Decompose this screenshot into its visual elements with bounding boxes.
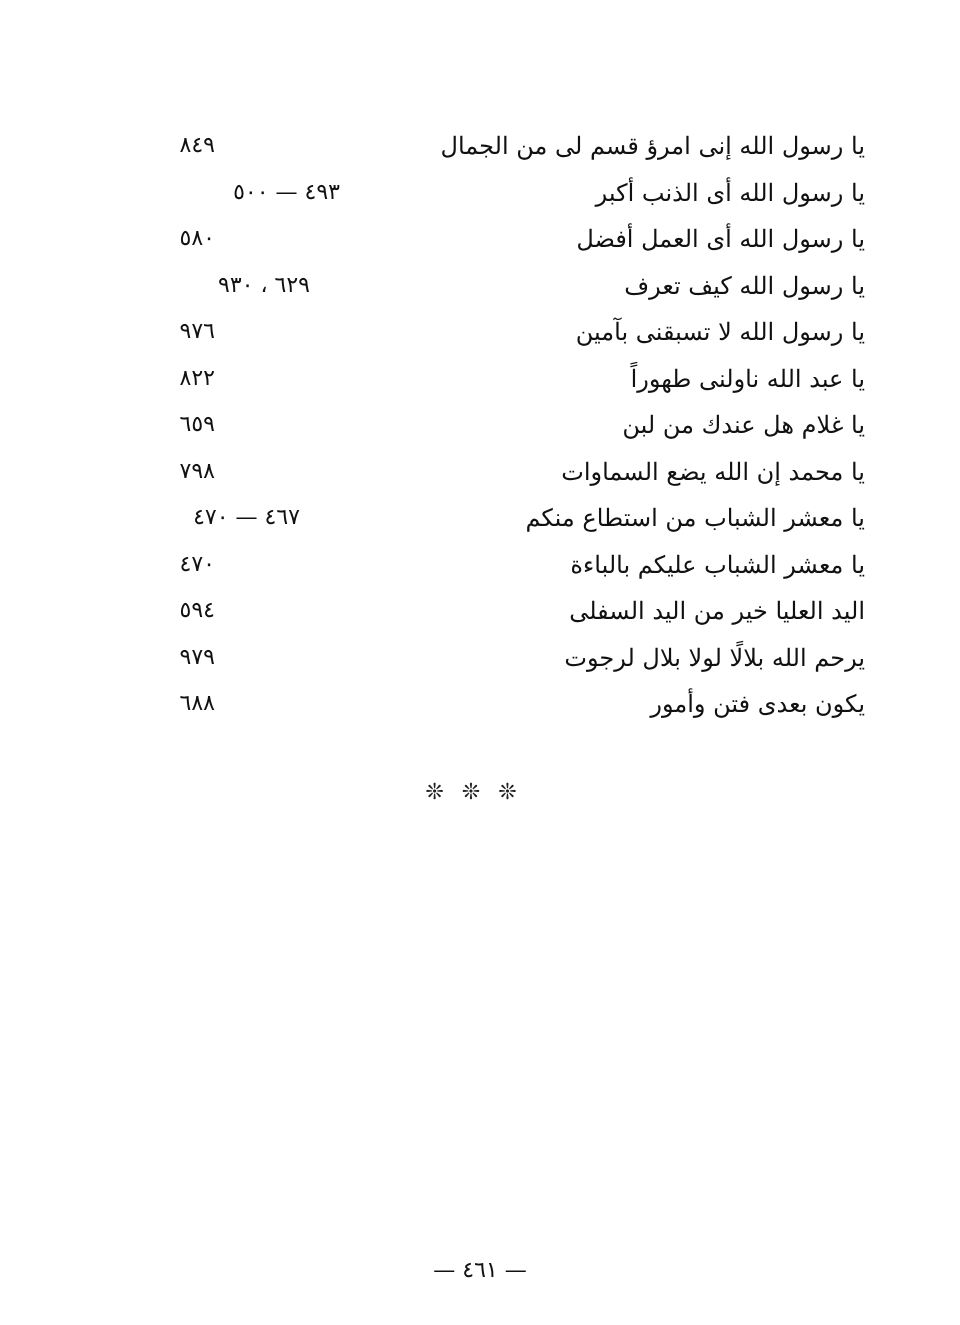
hadith-incipit: يا عبد الله ناولنى طهوراً (630, 364, 865, 393)
index-entry (150, 169, 865, 216)
hadith-incipit: يا معشر الشباب عليكم بالباءة (570, 550, 865, 579)
page-number: — ٤٦١ — (433, 1258, 527, 1283)
hadith-incipit: يا غلام هل عندك من لبن (622, 411, 865, 439)
hadith-incipit: يا معشر الشباب من استطاع منكم (525, 504, 865, 532)
hadith-incipit: يرحم الله بلالًا لولا بلال لرجوت (564, 643, 865, 672)
index-entry (150, 680, 865, 727)
hadith-incipit: يا رسول الله أى الذنب أكبر (595, 178, 865, 207)
page-references: ٤٩٣ — ٥٠٠ (233, 179, 340, 205)
index-entry (150, 634, 865, 681)
page-references: ٩٧٦ (179, 319, 215, 344)
index-entry (150, 541, 865, 588)
index-entry (150, 215, 865, 262)
hadith-incipit: يا رسول الله لا تسبقنى بآمين (575, 318, 865, 346)
index-entry (150, 262, 865, 309)
page-references: ٥٩٤ (179, 598, 215, 623)
page-references: ٤٧٠ (179, 551, 215, 577)
page-references: ٨٢٢ (179, 365, 215, 391)
hadith-index-list (150, 122, 865, 727)
hadith-incipit: يكون بعدى فتن وأمور (650, 690, 865, 718)
page-references: ٥٨٠ (179, 226, 215, 251)
index-entry (150, 587, 865, 634)
hadith-incipit: يا رسول الله كيف تعرف (624, 271, 865, 300)
page-references: ٤٦٧ — ٤٧٠ (193, 505, 300, 530)
hadith-incipit: يا رسول الله أى العمل أفضل (576, 225, 865, 253)
page-references: ٦٢٩ ، ٩٣٠ (218, 272, 310, 298)
page-references: ٧٩٨ (179, 458, 215, 484)
index-entry (150, 122, 865, 169)
index-entry (150, 401, 865, 448)
index-entry (150, 494, 865, 541)
index-entry (150, 355, 865, 402)
hadith-incipit: اليد العليا خير من اليد السفلى (569, 597, 865, 625)
hadith-incipit: يا محمد إن الله يضع السماوات (561, 457, 865, 486)
hadith-incipit: يا رسول الله إنى امرؤ قسم لى من الجمال (440, 132, 865, 160)
page-references: ٩٧٩ (179, 644, 215, 670)
index-entry (150, 448, 865, 495)
page-references: ٨٤٩ (179, 133, 215, 158)
page-references: ٦٥٩ (179, 412, 215, 437)
section-end-ornament: ❊❊❊ (425, 780, 535, 805)
index-entry (150, 308, 865, 355)
page-references: ٦٨٨ (179, 691, 215, 716)
